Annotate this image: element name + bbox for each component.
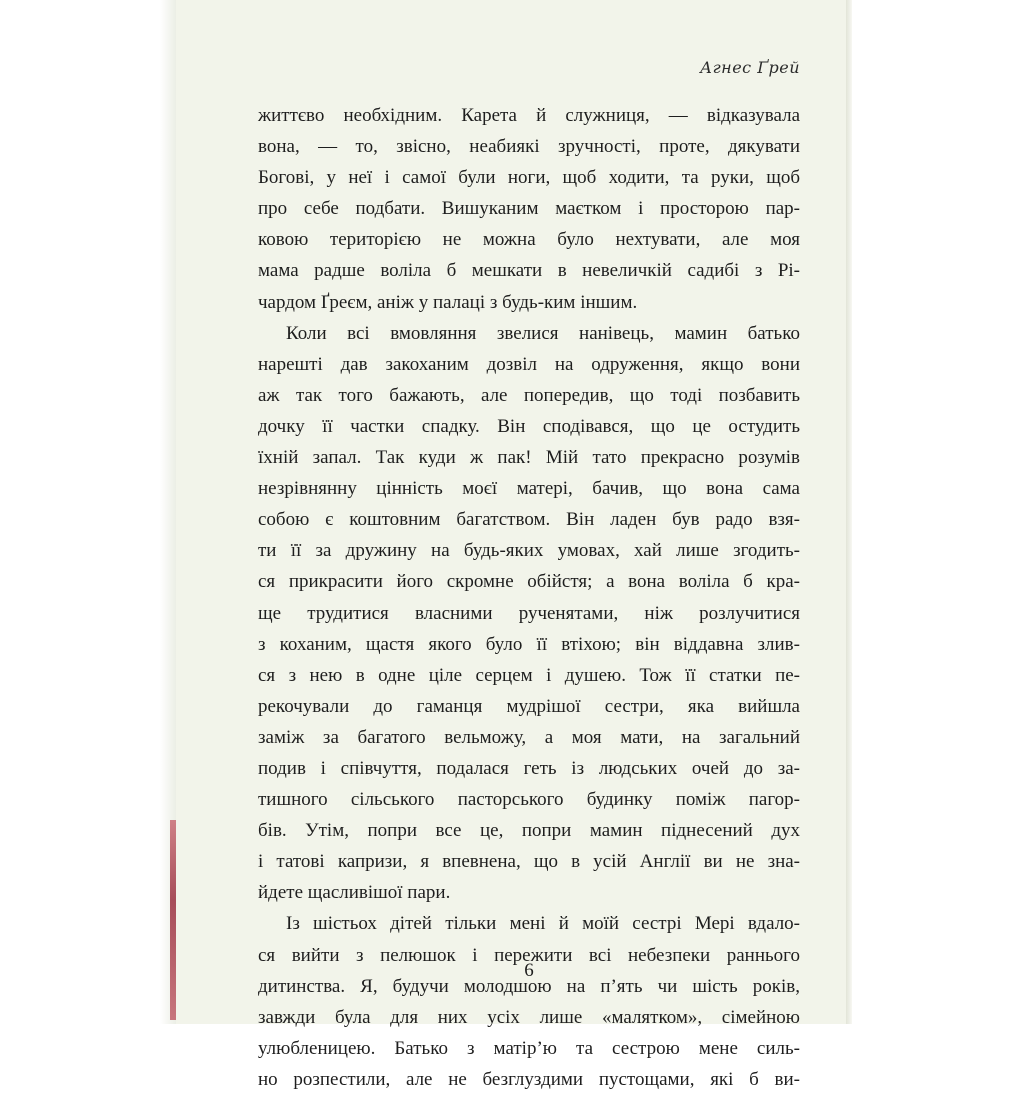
body-text: [258, 100, 800, 1095]
text-line: життєво необхідним. Карета й служниця, — відказувала: [258, 105, 800, 126]
text-line: мама радше воліла б мешкати в невеличкій садибі з Рі-: [258, 260, 800, 282]
text-line: і татові капризи, я впевнена, що в усій Англії ви не зна-: [258, 851, 800, 873]
text-line: бів. Утім, попри все це, попри мамин піднесений дух: [258, 820, 800, 842]
running-head: Агнес Ґрей: [699, 58, 800, 77]
text-line: аж так того бажають, але попередив, що тоді позбавить: [258, 384, 800, 406]
text-line: їхній запал. Так куди ж пак! Мій тато прекрасно розумів: [258, 447, 800, 469]
text-line: ся вийти з пелюшок і пережити всі небезпеки раннього: [258, 944, 800, 966]
text-line: вона, — то, звісно, неабиякі зручності, проте, дякувати: [258, 136, 800, 158]
text-line: ти її за дружину на будь-яких умовах, хай лише згодить-: [258, 540, 800, 562]
text-line: но розпестили, але не безглуздими пустощами, які б ви-: [258, 1068, 800, 1090]
text-line: нарешті дав закоханим дозвіл на одруження, якщо вони: [258, 353, 800, 375]
text-line: ся з нею в одне ціле серцем і душею. Тож її статки пе-: [258, 664, 800, 686]
text-line: ся прикрасити його скромне обійстя; а вона воліла б кра-: [258, 571, 800, 593]
text-line: ще трудитися власними рученятами, ніж розлучитися: [258, 602, 800, 624]
text-line: йдете щасливішої пари.: [258, 882, 451, 904]
page-number: 6: [524, 960, 534, 981]
text-line: заміж за багатого вельможу, а моя мати, на загальний: [258, 726, 800, 748]
paragraph-start: Коли всі вмовляння звелися нанівець, мамин батько: [286, 322, 800, 344]
text-line: дитинства. Я, будучи молодшою на п’ять чи шість років,: [258, 975, 800, 997]
text-line: з коханим, щастя якого було її втіхою; він віддавна злив-: [258, 633, 800, 655]
text-line: Богові, у неї і самої були ноги, щоб ходити, та руки, щоб: [258, 167, 800, 189]
text-line: подив і співчуття, подалася геть із людських очей до за-: [258, 757, 800, 779]
page-edge: [846, 0, 852, 1024]
text-line: чардом Ґреєм, аніж у палаці з будь-ким іншим.: [258, 291, 638, 313]
text-line: дочку її частки спадку. Він сподівався, що це остудить: [258, 415, 800, 437]
paragraph-start: Із шістьох дітей тільки мені й моїй сестрі Мері вдало-: [286, 913, 800, 935]
text-line: рекочували до гаманця мудрішої сестри, яка вийшла: [258, 695, 800, 717]
text-line: ковою територією не можна було нехтувати, але моя: [258, 229, 800, 251]
text-line: улюбленицею. Батько з матір’ю та сестрою мене силь-: [258, 1037, 800, 1059]
text-line: тишного сільського пасторського будинку поміж пагор-: [258, 789, 800, 811]
text-line: завжди була для них усіх лише «малятком», сімейною: [258, 1006, 800, 1028]
text-line: собою є коштовним багатством. Він ладен був радо взя-: [258, 509, 800, 531]
text-line: про себе подбати. Вишуканим маєтком і просторою пар-: [258, 198, 800, 220]
text-line: незрівнянну цінність моєї матері, бачив, що вона сама: [258, 478, 800, 500]
bookmark-ribbon: [170, 820, 176, 1020]
